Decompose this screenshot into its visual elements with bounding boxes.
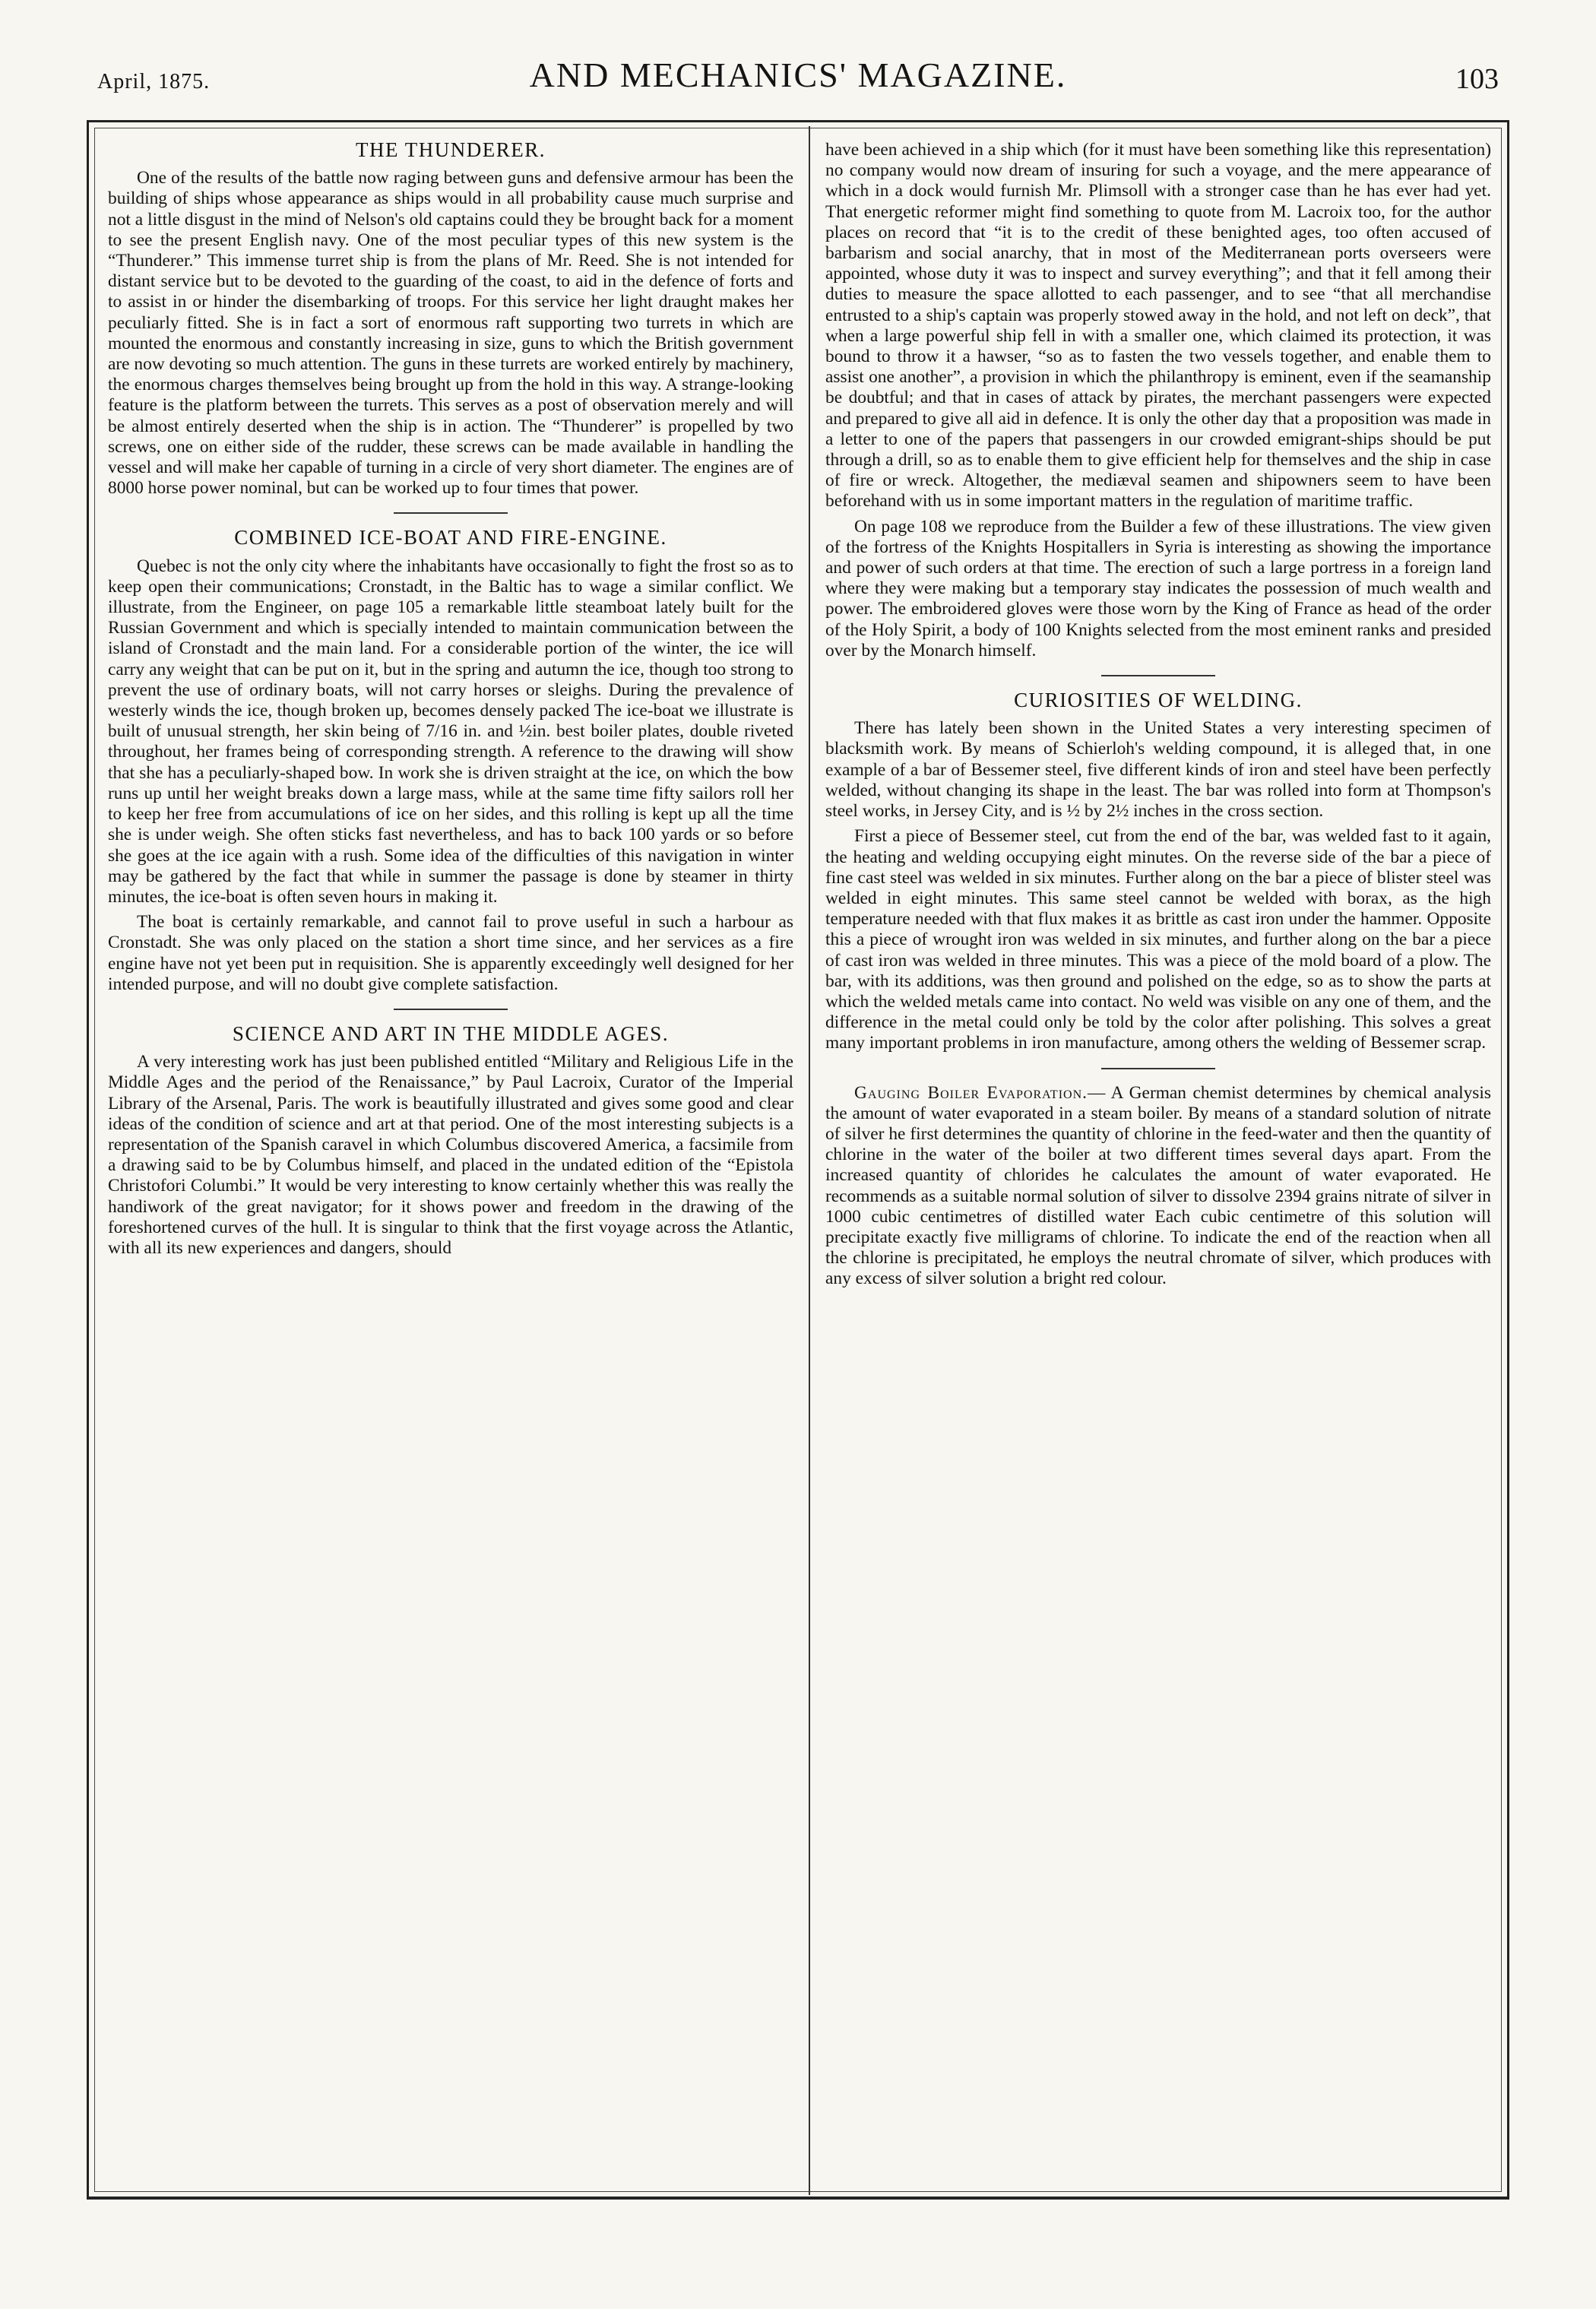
section-divider (1101, 1068, 1215, 1069)
page-header (0, 0, 1596, 129)
science-paragraph-2: On page 108 we reproduce from the Builder a few of these illustrations. The view given of the fortress of the Knights Hospitallers in Syria is interesting as showing the importance and power of such orders at that time. The erection of such a large portress in a foreign land where they were making but a temporary stay indicates the possession of much wealth and power. The embroidered gloves were those worn by the King of France as head of the order of the Holy Spirit, a body of 100 Knights selected from the most eminent ranks and presided over by the Monarch himself. (825, 516, 1491, 660)
left-column (108, 140, 793, 2184)
section-divider (1101, 675, 1215, 676)
welding-paragraph-2: First a piece of Bessemer steel, cut from the end of the bar, was welded fast to it again, the heating and welding occupying eight minutes. On the reverse side of the bar a piece of fine cast steel was welded in six minutes. Further along on the bar a piece of blister steel was welded in eight minutes. This same steel cannot be welded with borax, as the high temperature needed with that flux makes it as brittle as cast iron under the hammer. Opposite this a piece of wrought iron was welded in six minutes, and further along on the bar a piece of cast iron was welded in three minutes. This was a piece of the mold board of a plow. The bar, with its additions, was then ground and polished on the edge, so as to show the parts at which the welded metals came into contact. No weld was visible on any one of them, and the difference in the metal could only be told by the color after polishing. This solves a great many important problems in iron manufacture, among others the welding of Bessemer scrap. (825, 826, 1491, 1053)
iceboat-paragraph-2: The boat is certainly remarkable, and cannot fail to prove useful in such a harbour as Cronstadt. She was only placed on the station a short time since, and her services as a fire engine have not yet been put in requisition. She is apparently exceedingly well designed for her intended purpose, and will no doubt give complete satisfaction. (108, 912, 793, 994)
boiler-paragraph (825, 1083, 1491, 1290)
issue-date: April, 1875. (97, 70, 211, 93)
section-divider (394, 512, 508, 514)
column-divider (809, 126, 810, 2195)
boiler-text: — A German chemist determines by chemical analysis the amount of water evaporated in a steam boiler. By means of a standard solution of nitrate of silver he first determines the quantity of chlorine in the feed-water and then the quantity of chlorine in the water of the boiler at two different times several days apart. From the increased quantity of chlorides he calculates the amount of water evaporated. He recommends as a suitable normal solution of silver to dissolve 2394 grains nitrate of silver in 1000 cubic centimetres of distilled water Each cubic centimetre of this solution will precipitate exactly five milligrams of chlorine. To indicate the end of the reaction when all the chlorine is precipitated, he employs the neutral chromate of silver, which produces with any excess of silver solution a bright red colour. (825, 1082, 1491, 1289)
page-number: 103 (1455, 63, 1499, 95)
science-title: SCIENCE AND ART IN THE MIDDLE AGES. (232, 1021, 670, 1045)
welding-title: CURIOSITIES OF WELDING. (1014, 689, 1303, 712)
thunderer-paragraph: One of the results of the battle now raging between guns and defensive armour has been the building of ships whose appearance as ships would in all probability cause much surprise and not a little disgust in the mind of Nelson's old captains could they be brought back for a moment to see the present English navy. One of the most peculiar types of this new system is the “Thunderer.” This immense turret ship is from the plans of Mr. Reed. She is not intended for distant service but to be devoted to the guarding of the coast, to aid in the defence of forts and to assist in or hinder the disembarking of troops. For this service her light draught makes her peculiarly fitted. She is in fact a sort of enormous raft supporting two turrets in which are mounted the enormous and constantly increasing in size, guns to which the British government are now devoting so much attention. The guns in these turrets are worked entirely by machinery, the enormous charges themselves being brought up from the hold in this way. A strange-looking feature is the platform between the turrets. This serves as a post of observation merely and will be almost entirely deserted when the ship is in action. The “Thunderer” is propelled by two screws, one on either side of the rudder, these screws can be made available in handling the vessel and will make her capable of turning in a circle of very short diameter. The engines are of 8000 horse power nominal, but can be worked up to four times that power. (108, 168, 793, 499)
right-column (825, 140, 1491, 2184)
science-paragraph-1: A very interesting work has just been published entitled “Military and Religious Life in the Middle Ages and the period of the Renaissance,” by Paul Lacroix, Curator of the Imperial Library of the Arsenal, Paris. The work is beautifully illustrated and gives some good and clear ideas of the condition of science and art at that period. One of the most interesting subjects is a representation of the Spanish caravel in which Columbus discovered America, a facsimile from a drawing said to be by Columbus himself, and placed in the undated edition of the “Epistola Christofori Columbi.” It would be very interesting to know certainly whether this was really the handiwork of the great navigator; for it shows power and freedom in the drawing of the foreshortened curves of the hull. It is singular to think that the first voyage across the Atlantic, with all its new experiences and dangers, should (108, 1052, 793, 1258)
thunderer-title: THE THUNDERER. (356, 140, 546, 161)
magazine-title: AND MECHANICS' MAGAZINE. (529, 55, 1067, 94)
science-continuation-paragraph: have been achieved in a ship which (for it must have been something like this representation) no company would now dream of insuring for such a voyage, and the mere appearance of which in a dock would furnish Mr. Plimsoll with a stronger case than he has ever had yet. That energetic reformer might find something to quote from M. Lacroix too, for the author places on record that “it is to the credit of these benighted ages, too often accused of barbarism and social anarchy, that in most of the Mediterranean ports overseers were appointed, whose duty it was to inspect and survey everything”; and that it fell among their duties to measure the space allotted to each passenger, and to see “that all merchandise entrusted to a ship's captain was properly stowed away in the hold, and not left on deck”, that when a large powerful ship fell in with a smaller one, which claimed its protection, it was bound to throw it a hawser, “so as to fasten the two vessels together, and enable them to assist one another”, a provision in which the philanthropy is eminent, even if the seamanship be doubtful; and that in cases of attack by pirates, the merchant passengers were expected and prepared to give all aid in defence. It is only the other day that a proposition was made in a letter to one of the papers that passengers in our crowded emigrant-ships should be put through a drill, so as to enable them to give efficient help for themselves and the ship in case of fire or wreck. Altogether, the mediæval seamen and shipowners seem to have been beforehand with us in some important matters in the regulation of maritime traffic. (825, 140, 1491, 512)
iceboat-paragraph-1: Quebec is not the only city where the inhabitants have occasionally to fight the frost so as to keep open their communications; Cronstadt, in the Baltic has to wage a similar conflict. We illustrate, from the Engineer, on page 105 a remarkable little steamboat lately built for the Russian Government and which is specially intended to maintain communication between the island of Cronstadt and the main land. For a considerable portion of the winter, the ice will carry any weight that can be put on it, but in the spring and autumn the ice, though too strong to prevent the use of ordinary boats, will not carry horses or sleighs. During the prevalence of westerly winds the ice, though broken up, becomes densely packed The ice-boat we illustrate is built of unusual strength, her skin being of 7/16 in. and ½in. best boiler plates, double riveted throughout, her frames being of corresponding strength. A reference to the drawing will show that she has a peculiarly-shaped bow. In work she is driven straight at the ice, on which the bow runs up until her weight breaks down a large mass, while at the same time fifty sailors roll her to keep her free from accumulations of ice on her sides, and this rolling is kept up all the time she is under weigh. She often sticks fast nevertheless, and has to back 100 yards or so before she goes at the ice again with a rush. Some idea of the difficulties of this navigation in winter may be gathered by the fact that while in summer the passage is done by steamer in thirty minutes, the ice-boat is often seven hours in making it. (108, 556, 793, 907)
iceboat-title: COMBINED ICE-BOAT AND FIRE-ENGINE. (234, 526, 667, 550)
section-divider (394, 1009, 508, 1010)
bottom-rule (87, 2197, 1509, 2199)
welding-paragraph-1: There has lately been shown in the United States a very interesting specimen of blacksmith work. By means of Schierloh's welding compound, it is alleged that, in one example of a bar of Bessemer steel, five different kinds of iron and steel have been perfectly welded, without changing its shape in the least. The bar was rolled into form at Thompson's steel works, in Jersey City, and is ½ by 2½ inches in the cross section. (825, 718, 1491, 822)
boiler-lead: Gauging Boiler Evaporation. (854, 1082, 1088, 1103)
